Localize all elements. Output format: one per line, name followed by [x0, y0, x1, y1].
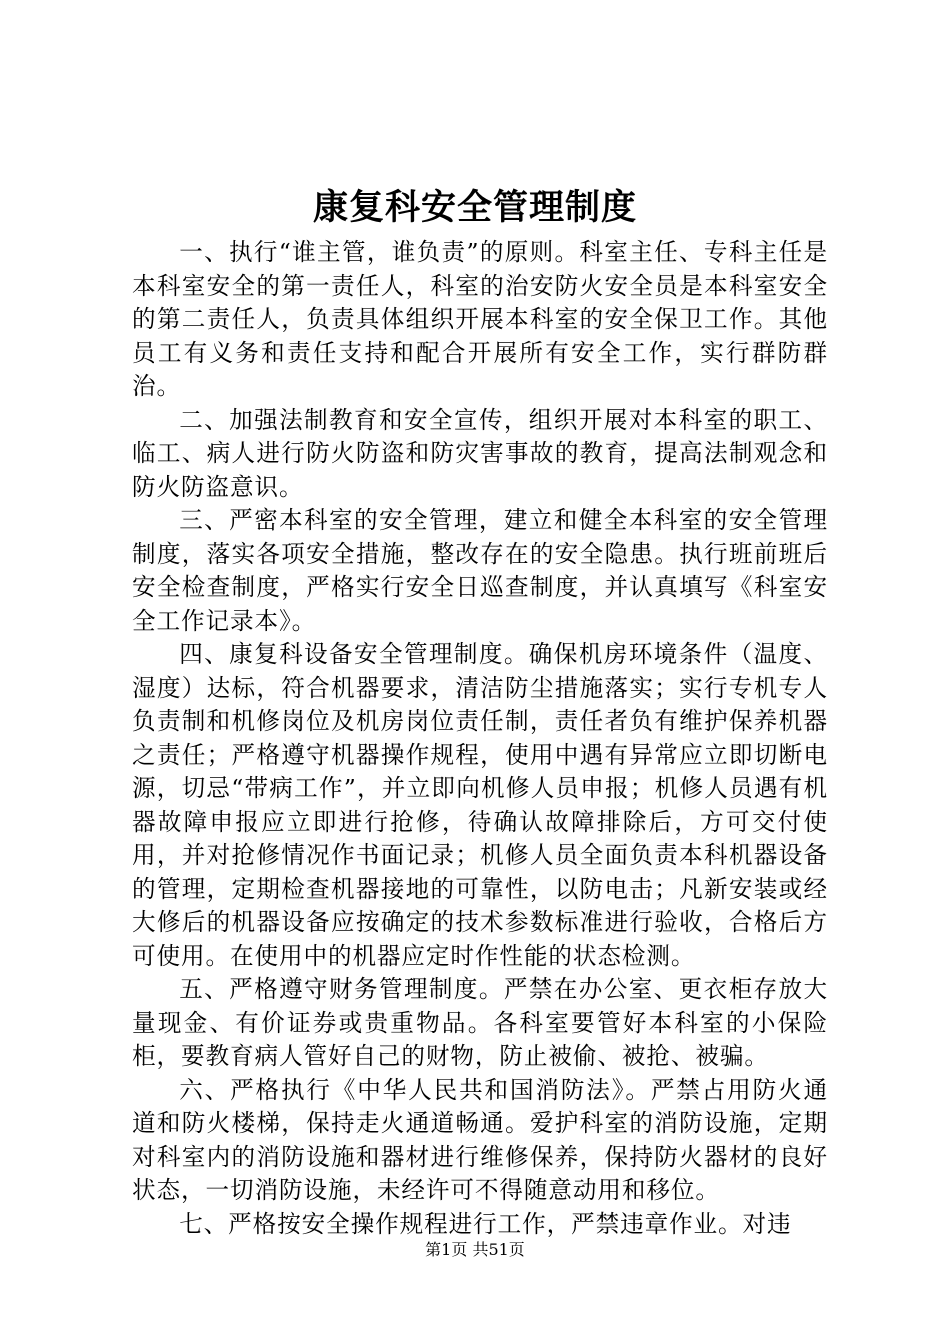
paragraph: 二、加强法制教育和安全宣传，组织开展对本科室的职工、临工、病人进行防火防盗和防灾害事故的教育，提高法制观念和防火防盗意识。	[132, 405, 828, 501]
paragraph: 四、康复科设备安全管理制度。确保机房环境条件（温度、湿度）达标，符合机器要求，清洁防尘措施落实；实行专机专人负责制和机修岗位及机房岗位责任制，责任者负有维护保养机器之责任；严格遵守机器操作规程，使用中遇有异常应立即切断电源，切忌“带病工作”，并立即向机修人员申报；机修人员遇有机器故障申报应立即进行抢修，待确认故障排除后，方可交付使用，并对抢修情况作书面记录；机修人员全面负责本科机器设备的管理，定期检查机器接地的可靠性，以防电击；凡新安装或经大修后的机器设备应按确定的技术参数标准进行验收，合格后方可使用。在使用中的机器应定时作性能的状态检测。	[132, 640, 828, 970]
document-body	[132, 236, 828, 1241]
paragraph: 七、严格按安全操作规程进行工作，严禁违章作业。对违	[179, 1209, 792, 1238]
paragraph: 六、严格执行《中华人民共和国消防法》。严禁占用防火通道和防火楼梯，保持走火通道畅通。爱护科室的消防设施，定期对科室内的消防设施和器材进行维修保养，保持防火器材的良好状态，一切消防设施，未经许可不得随意动用和移位。	[132, 1075, 828, 1204]
paragraph: 五、严格遵守财务管理制度。严禁在办公室、更衣柜存放大量现金、有价证券或贵重物品。各科室要管好本科室的小保险柜，要教育病人管好自己的财物，防止被偷、被抢、被骗。	[132, 975, 828, 1070]
paragraph: 一、执行“谁主管，谁负责”的原则。科室主任、专科主任是本科室安全的第一责任人，科室的治安防火安全员是本科室安全的第二责任人，负责具体组织开展本科室的安全保卫工作。其他员工有义务和责任支持和配合开展所有安全工作，实行群防群治。	[132, 238, 828, 400]
paragraph: 三、严密本科室的安全管理，建立和健全本科室的安全管理制度，落实各项安全措施，整改存在的安全隐患。执行班前班后安全检查制度，严格实行安全日巡查制度，并认真填写《科室安全工作记录本》。	[132, 506, 828, 635]
document-title: 康复科安全管理制度	[312, 187, 637, 228]
page-number-footer: 第1页 共51页	[425, 1240, 525, 1259]
